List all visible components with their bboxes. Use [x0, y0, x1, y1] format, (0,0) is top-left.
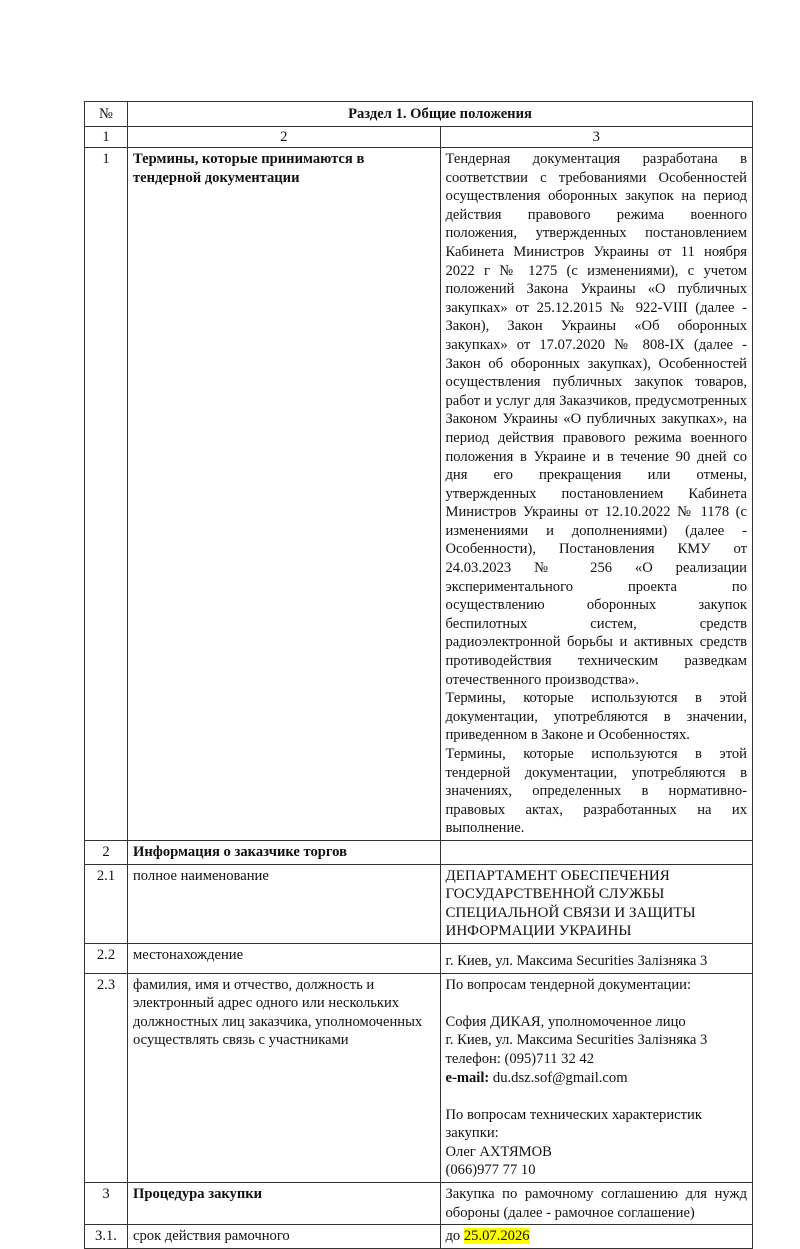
tech-contact-phone: (066)977 77 10: [445, 1162, 536, 1179]
row-label: полное наименование: [128, 864, 441, 943]
row-number: 1: [85, 148, 128, 841]
table-row: [85, 973, 753, 1183]
contact-name: София ДИКАЯ, уполномоченное лицо: [445, 1013, 686, 1030]
row-label: срок действия рамочного: [128, 1225, 441, 1249]
highlighted-date: 25.07.2026: [463, 1228, 530, 1245]
paragraph: Термины, которые используются в этой документации, употребляются в значении, приведенном в Законе и Особенностях.: [445, 690, 747, 744]
date-prefix: до: [445, 1228, 464, 1245]
row-number: 3.1.: [85, 1225, 128, 1249]
row-value: ДЕПАРТАМЕНТ ОБЕСПЕЧЕНИЯ ГОСУДАРСТВЕННОЙ СЛУЖБЫ СПЕЦИАЛЬНОЙ СВЯЗИ И ЗАЩИТЫ ИНФОРМАЦИИ УКРАИНЫ: [440, 864, 753, 943]
row-number: 2: [85, 840, 128, 864]
column-number-2: 2: [128, 127, 441, 148]
header-number-cell: №: [85, 102, 128, 127]
row-value: Закупка по рамочному соглашению для нужд обороны (далее - рамочное соглашение): [440, 1183, 753, 1225]
paragraph: Тендерная документация разработана в соответствии с требованиями Особенностей осуществления оборонных закупок на период действия правового режима военного положения, утвержденных постановлением Кабинета Министров Украины от 11 ноября 2022 г № 1275 (с изменениями), с учетом положений Закона Украины «О публичных закупках» от 25.12.2015 № 922-VIII (далее - Закон), Закон Украины «Об оборонных закупках» от 17.07.2020 № 808-IX (далее - Закон об оборонных закупках), Особенностей осуществления публичных закупок товаров, работ и услуг для Заказчиков, предусмотренных Законом Украины «О публичных закупках», на период действия правового режима военного положения в Украине и в течение 90 дней со дня его прекращения или отмены, утвержденных постановлением Кабинета Министров Украины от 12.10.2022 № 1178 (с изменениями и дополнениями) (далее - Особенности), Постановления КМУ от 24.03.2023 № 256 «О реализации экспериментального проекта по осуществлению оборонных закупок беспилотных систем, средств радиоэлектронной борьбы и активных средств противодействия техническим разведкам отечественного производства».: [445, 151, 747, 688]
row-label: Информация о заказчике торгов: [128, 840, 441, 864]
row-value: [440, 973, 753, 1183]
row-value: [440, 148, 753, 841]
row-number: 2.2: [85, 943, 128, 973]
row-number: 2.3: [85, 973, 128, 1183]
section-title: Раздел 1. Общие положения: [128, 102, 753, 127]
table-header-row: [85, 102, 753, 127]
row-number: 3: [85, 1183, 128, 1225]
row-value: г. Киев, ул. Максима Securities Залізняка 3: [440, 943, 753, 973]
row-value: [440, 840, 753, 864]
tech-contact-name: Олег АХТЯМОВ: [445, 1143, 552, 1160]
contact-email-line: [446, 1069, 748, 1088]
contact-address: г. Киев, ул. Максима Securities Залізняка 3: [445, 1032, 708, 1049]
tech-contact-heading: По вопросам технических характеристик закупки:: [445, 1106, 702, 1142]
contact-phone: телефон: (095)711 32 42: [445, 1050, 595, 1067]
table-row: [85, 1183, 753, 1225]
row-label: фамилия, имя и отчество, должность и электронный адрес одного или нескольких должностных лиц заказчика, уполномоченных осуществлять связь с участниками: [128, 973, 441, 1183]
column-number-3: 3: [440, 127, 753, 148]
table-row: [85, 148, 753, 841]
tender-table: [84, 101, 753, 1249]
document-page: [84, 101, 753, 1249]
column-number-1: 1: [85, 127, 128, 148]
table-row: [85, 840, 753, 864]
row-number: 2.1: [85, 864, 128, 943]
table-row: [85, 943, 753, 973]
row-value: [440, 1225, 753, 1249]
email-link[interactable]: du.dsz.sof@gmail.com: [492, 1069, 628, 1086]
email-label: e-mail:: [445, 1069, 490, 1086]
row-label: Процедура закупки: [128, 1183, 441, 1225]
row-label: местонахождение: [128, 943, 441, 973]
table-row: [85, 864, 753, 943]
table-row: [85, 1225, 753, 1249]
tender-contact-heading: По вопросам тендерной документации:: [445, 976, 692, 993]
row-label: Термины, которые принимаются в тендерной документации: [128, 148, 441, 841]
column-number-row: [85, 127, 753, 148]
paragraph: Термины, которые используются в этой тендерной документации, употребляются в значениях, определенных в нормативно-правовых актах, разработанных на их выполнение.: [445, 746, 747, 837]
